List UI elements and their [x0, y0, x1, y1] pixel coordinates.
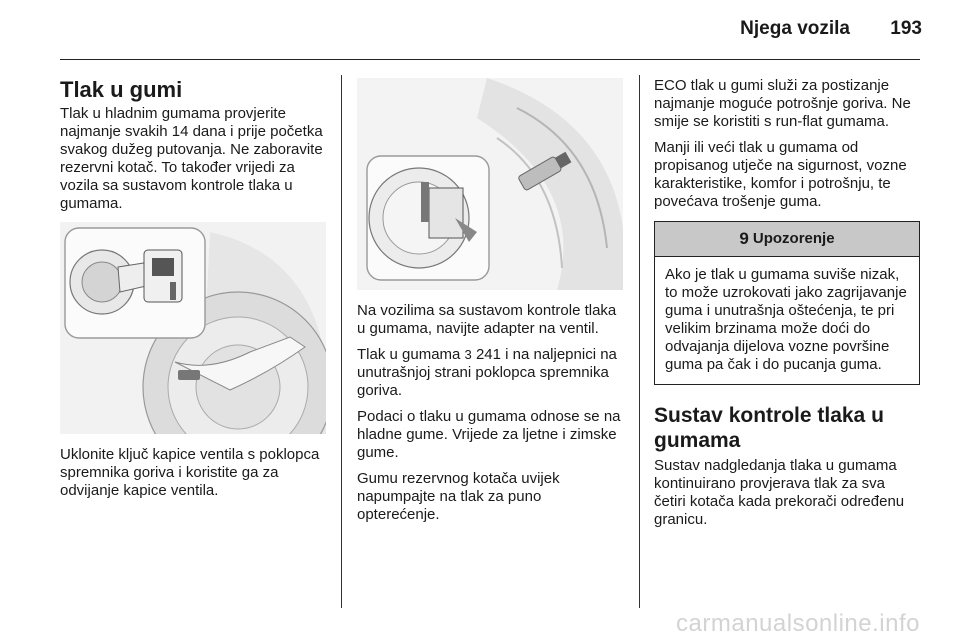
column-1	[60, 77, 328, 221]
column-3	[654, 77, 920, 537]
watermark: carmanualsonline.info	[676, 610, 920, 637]
warning-box	[654, 221, 920, 385]
eco-pressure-paragraph: ECO tlak u gumi služi za postizanje najmanje moguće potrošnje goriva. Ne smije se koristiti s run-flat gumama.	[654, 77, 911, 130]
warning-title: Upozorenje	[752, 230, 835, 247]
intro-paragraph: Tlak u hladnim gumama provjerite najmanje svakih 14 dana i prije početka svakog dužeg putovanja. Ne zaboravite rezervni kotač. To također vrijedi za vozila sa sustavom kontrole tlaka u gumama.	[60, 105, 323, 212]
illustration-svg	[60, 222, 326, 434]
pressure-reference-paragraph	[357, 346, 627, 400]
section-heading-tyre-pressure: Tlak u gumi	[60, 77, 183, 102]
header-rule	[60, 59, 920, 60]
running-header-title: Njega vozila	[740, 18, 850, 39]
spare-wheel-paragraph: Gumu rezervnog kotača uvijek napumpajte na tlak za puno opterećenje.	[357, 470, 560, 523]
adapter-on-valve-illustration	[357, 78, 623, 290]
page-reference-icon: 3	[464, 347, 472, 362]
warning-triangle-icon: 9	[739, 229, 749, 248]
adapter-paragraph: Na vozilima sa sustavom kontrole tlaka u gumama, navijte adapter na ventil.	[357, 302, 617, 337]
pressure-effects-paragraph: Manji ili veći tlak u gumama od propisanog utječe na sigurnost, vozne karakteristike, komfor i potrošnju, te povećava trošenje guma.	[654, 139, 907, 210]
illustration-svg-2	[357, 78, 623, 290]
valve-cap-key-illustration	[60, 222, 326, 434]
illustration-caption: Uklonite ključ kapice ventila s poklopca spremnika goriva i koristite ga za odvijanje kapice ventila.	[60, 446, 320, 499]
column-divider-left	[341, 75, 342, 608]
column-2	[357, 302, 627, 532]
column-divider-right	[639, 75, 640, 608]
section-heading-tpms: Sustav kontrole tlaka u gumama	[654, 404, 884, 452]
cold-tyres-paragraph: Podaci o tlaku u gumama odnose se na hladne gume. Vrijede za ljetne i zimske gume.	[357, 408, 621, 461]
page-number: 193	[890, 18, 922, 39]
column-1-caption	[60, 446, 328, 508]
warning-text: Ako je tlak u gumama suviše nizak, to može uzrokovati jako zagrijavanje guma i unutrašnja oštećenja, te pri velikim brzinama može doći do odvajanja dijelova vozne površine guma pa čak i do pucanja guma.	[665, 266, 907, 373]
pressure-text-after: 241 i na naljepnici na unutrašnjoj strani poklopca spremnika goriva.	[357, 346, 617, 399]
warning-header	[655, 222, 919, 257]
pressure-text-before: Tlak u gumama	[357, 346, 465, 363]
tpms-paragraph: Sustav nadgledanja tlaka u gumama kontinuirano provjerava tlak za sva četiri kotača kada prekorači određenu granicu.	[654, 457, 905, 528]
